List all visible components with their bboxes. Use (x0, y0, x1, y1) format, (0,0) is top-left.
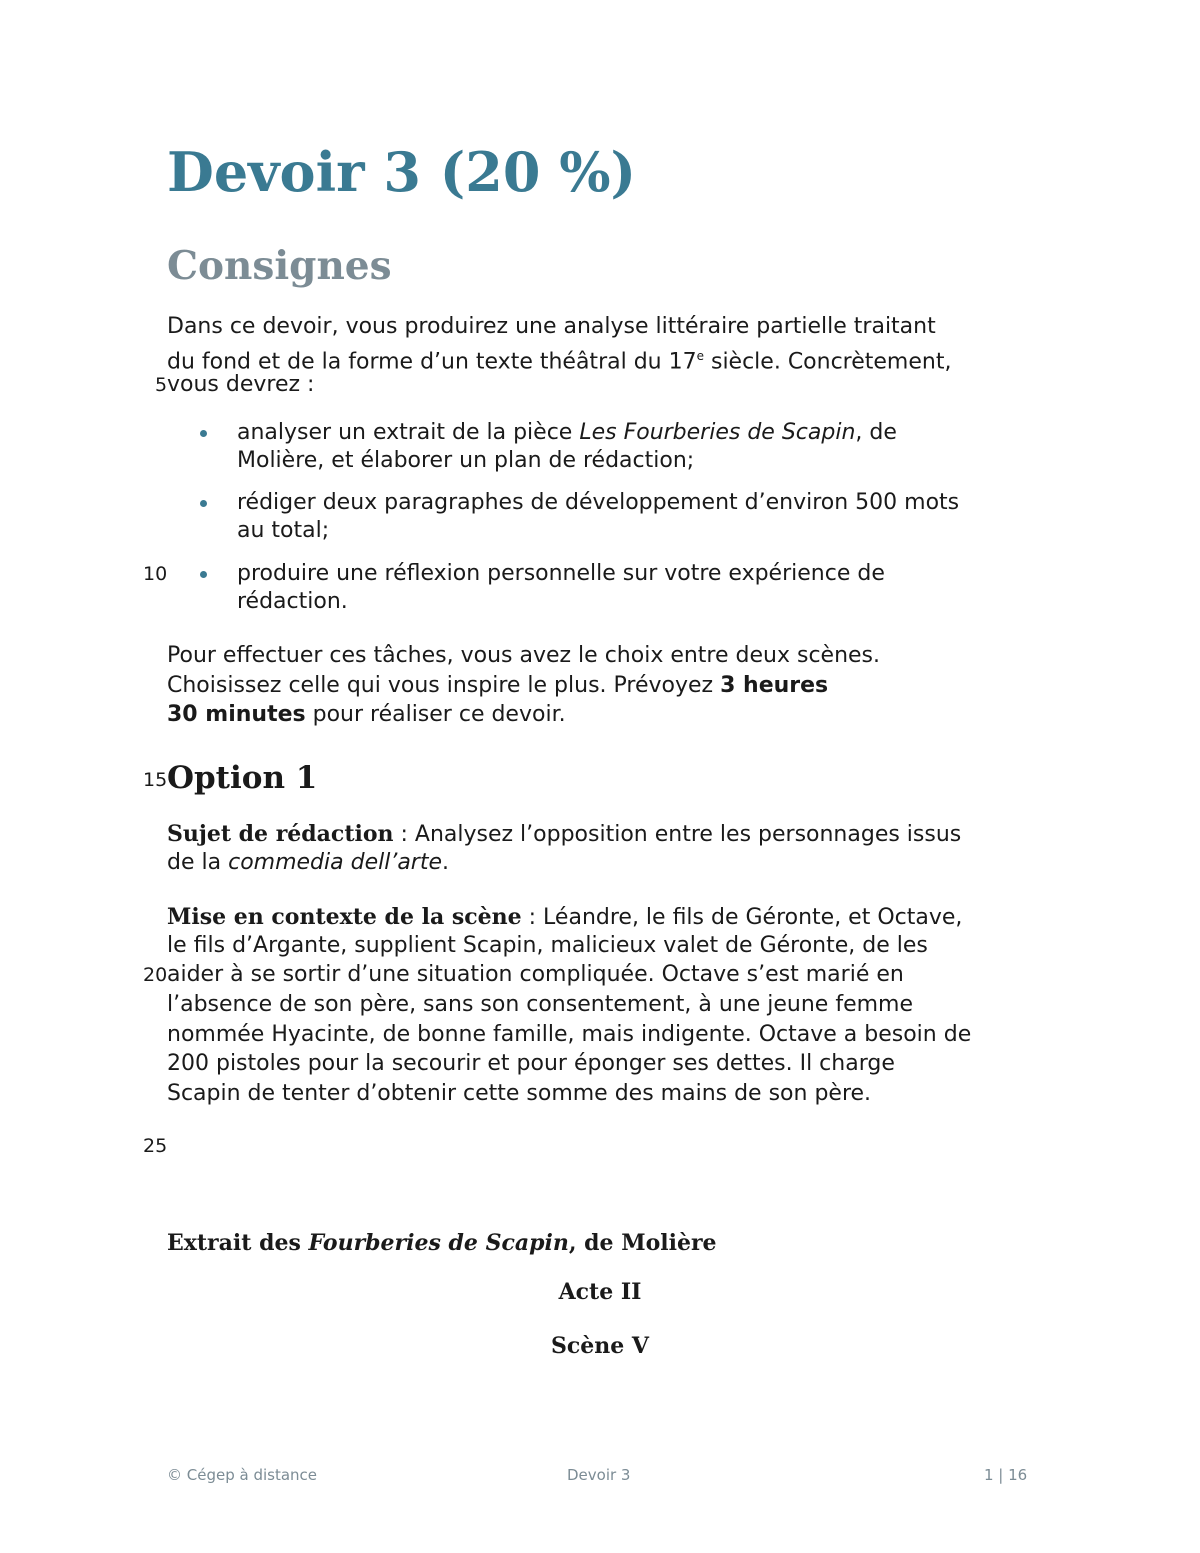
acte-heading: Acte II (558, 1279, 642, 1305)
tasks-line-3: 30 minutes pour réaliser ce devoir. (167, 702, 566, 727)
line-number-15: 15 (143, 769, 168, 791)
line-number-5: 5 (155, 374, 168, 396)
tasks-line-2: Choisissez celle qui vous inspire le plus. Prévoyez 3 heures (167, 673, 829, 698)
bullet-3-line-1: produire une réflexion personnelle sur votre expérience de (237, 561, 885, 586)
tasks-line-1: Pour effectuer ces tâches, vous avez le choix entre deux scènes. (167, 643, 881, 668)
bullet-2-line-2: au total; (237, 518, 330, 543)
contexte-line-4: l’absence de son père, sans son consentement, à une jeune femme (167, 992, 914, 1017)
intro-line-3: vous devrez : (167, 372, 315, 397)
extrait-heading: Extrait des Fourberies de Scapin, de Molière (167, 1230, 717, 1256)
footer-document-name: Devoir 3 (567, 1466, 631, 1484)
option-1-heading: Option 1 (167, 760, 318, 796)
intro-line-1: Dans ce devoir, vous produirez une analyse littéraire partielle traitant (167, 314, 936, 339)
bullet-dot-3 (200, 571, 207, 578)
line-number-25: 25 (143, 1135, 168, 1157)
page-title: Devoir 3 (20 %) (167, 140, 637, 204)
bullet-1-line-2: Molière, et élaborer un plan de rédaction; (237, 448, 695, 473)
line-number-20: 20 (143, 964, 168, 986)
contexte-line-2: le fils d’Argante, supplient Scapin, malicieux valet de Géronte, de les (167, 933, 928, 958)
sujet-line-1: Sujet de rédaction : Analysez l’opposition entre les personnages issus (167, 821, 962, 847)
contexte-line-1: Mise en contexte de la scène : Léandre, le fils de Géronte, et Octave, (167, 904, 963, 930)
contexte-line-6: 200 pistoles pour la secourir et pour éponger ses dettes. Il charge (167, 1051, 895, 1076)
bullet-3-line-2: rédaction. (237, 589, 348, 614)
intro-line-2: du fond et de la forme d’un texte théâtral du 17e siècle. Concrètement, (167, 349, 952, 375)
footer-copyright: © Cégep à distance (167, 1466, 318, 1484)
section-title-consignes: Consignes (167, 243, 392, 289)
bullet-1-line-1: analyser un extrait de la pièce Les Fourberies de Scapin, de (237, 420, 897, 445)
line-number-10: 10 (143, 563, 168, 585)
footer-page-number: 1 | 16 (984, 1466, 1028, 1484)
contexte-line-3: aider à se sortir d’une situation compliquée. Octave s’est marié en (167, 962, 904, 987)
bullet-2-line-1: rédiger deux paragraphes de développement d’environ 500 mots (237, 490, 960, 515)
sujet-line-2: de la commedia dell’arte. (167, 850, 450, 875)
bullet-dot-2 (200, 500, 207, 507)
contexte-line-7: Scapin de tenter d’obtenir cette somme des mains de son père. (167, 1081, 872, 1106)
contexte-line-5: nommée Hyacinte, de bonne famille, mais indigente. Octave a besoin de (167, 1022, 972, 1047)
scene-heading: Scène V (550, 1333, 649, 1359)
bullet-dot-1 (200, 430, 207, 437)
